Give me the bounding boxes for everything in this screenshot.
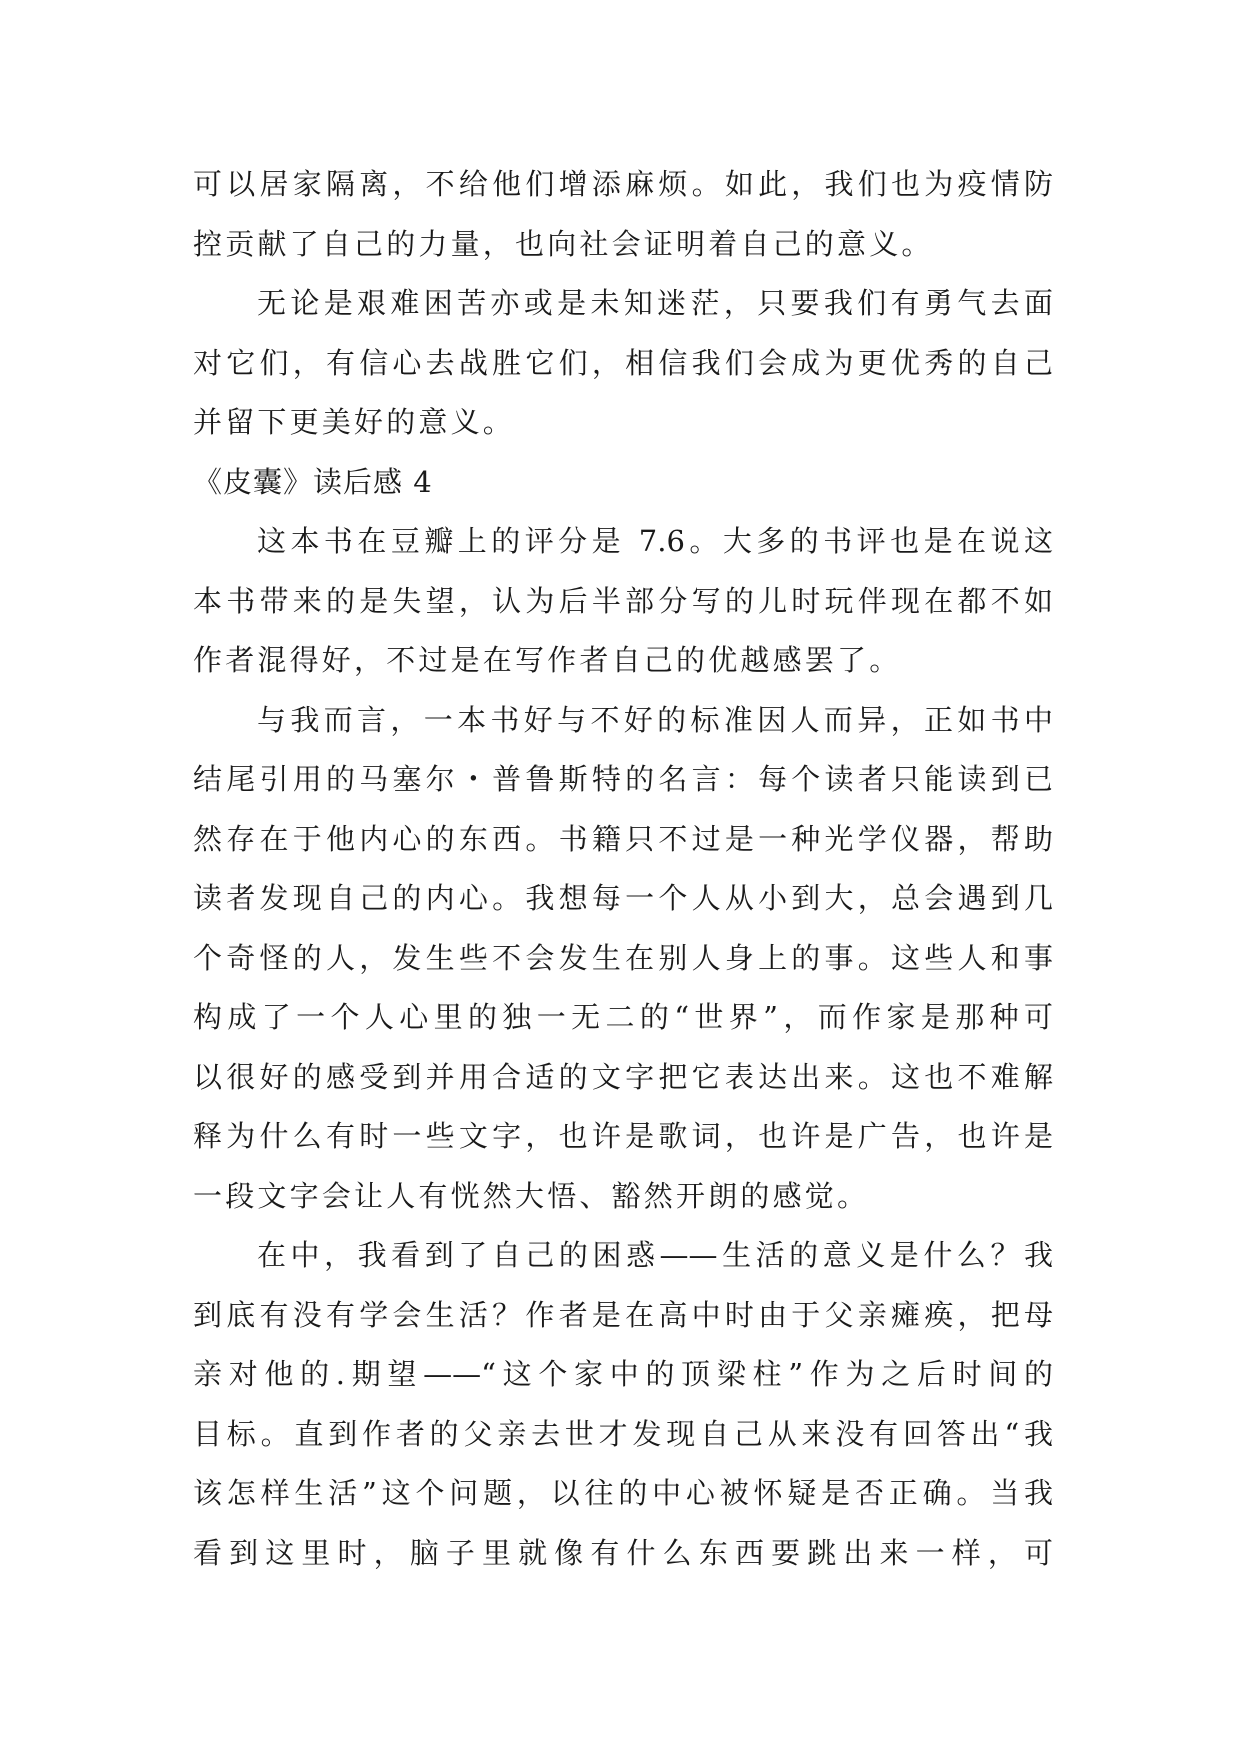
text-line: 然存在于他内心的东西。书籍只不过是一种光学仪器，帮助 [193, 821, 1053, 856]
text-line: 控贡献了自己的力量，也向社会证明着自己的意义。 [193, 226, 934, 261]
text-line: 可以居家隔离，不给他们增添麻烦。如此，我们也为疫情防 [193, 167, 1053, 201]
text-line: 亲对他的.期望——“这个家中的顶梁柱”作为之后时间的 [193, 1357, 1053, 1391]
text-line: 到底有没有学会生活？作者是在高中时由于父亲瘫痪，把母 [193, 1297, 1053, 1332]
text-line: 作者混得好，不过是在写作者自己的优越感罢了。 [193, 643, 902, 677]
text-line: 与我而言，一本书好与不好的标准因人而异，正如书中 [257, 702, 1053, 737]
text-line: 以很好的感受到并用合适的文字把它表达出来。这也不难解 [193, 1059, 1053, 1094]
text-line: 并留下更美好的意义。 [193, 405, 516, 439]
text-line: 释为什么有时一些文字，也许是歌词，也许是广告，也许是 [193, 1119, 1053, 1153]
text-line: 对它们，有信心去战胜它们，相信我们会成为更优秀的自己 [193, 345, 1053, 380]
text-line: 本书带来的是失望，认为后半部分写的儿时玩伴现在都不如 [193, 583, 1053, 618]
text-line: 该怎样生活”这个问题，以往的中心被怀疑是否正确。当我 [193, 1476, 1053, 1510]
text-line: 结尾引用的马塞尔・普鲁斯特的名言：每个读者只能读到已 [193, 762, 1053, 796]
text-line: 构成了一个人心里的独一无二的“世界”，而作家是那种可 [193, 1000, 1053, 1034]
text-line: 个奇怪的人，发生些不会发生在别人身上的事。这些人和事 [193, 940, 1053, 975]
text-line: 一段文字会让人有恍然大悟、豁然开朗的感觉。 [193, 1178, 870, 1213]
document-body [193, 155, 1053, 1583]
text-line: 目标。直到作者的父亲去世才发现自己从来没有回答出“我 [193, 1416, 1053, 1451]
text-line: 看到这里时，脑子里就像有什么东西要跳出来一样，可 [193, 1535, 1053, 1570]
section-heading: 《皮囊》读后感 4 [193, 464, 433, 499]
text-line: 在中，我看到了自己的困惑——生活的意义是什么？我 [257, 1238, 1053, 1272]
text-line: 无论是艰难困苦亦或是未知迷茫，只要我们有勇气去面 [257, 286, 1053, 320]
text-line: 读者发现自己的内心。我想每一个人从小到大，总会遇到几 [193, 881, 1053, 915]
text-line: 这本书在豆瓣上的评分是 7.6。大多的书评也是在说这 [257, 524, 1053, 558]
